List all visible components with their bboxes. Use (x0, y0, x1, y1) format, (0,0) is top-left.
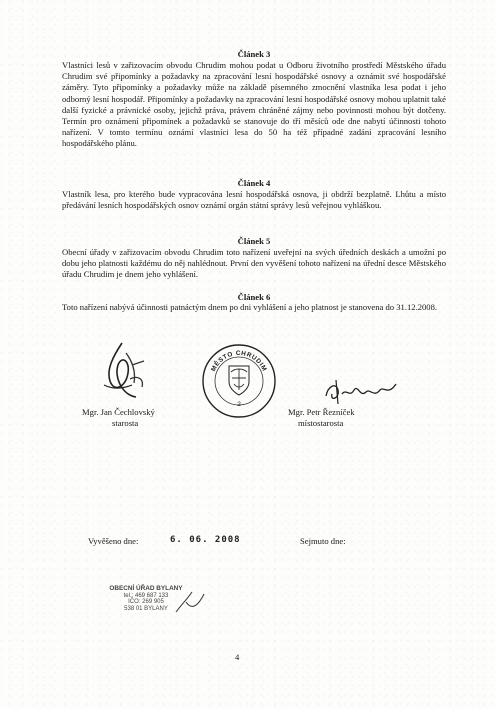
article-5-heading: Článek 5 (237, 236, 271, 246)
city-seal (200, 342, 278, 420)
office-stamp-name: OBECNÍ ÚŘAD BYLANY (109, 585, 183, 592)
posted-label: Vyvěšeno dne: (88, 536, 139, 546)
left-signatory-name: Mgr. Jan Čechlovský (82, 407, 155, 417)
right-handwritten-signature (322, 376, 402, 408)
page-number: 4 (235, 652, 240, 662)
office-stamp-signature (174, 588, 208, 618)
article-6-body: Toto nařízení nabývá účinnosti patnáctým dnem po dni vyhlášení a jeho platnost je stanovena do 31.12.2008. (62, 302, 438, 312)
office-stamp-ico: IČO: 269 905 (128, 599, 164, 606)
article-5-body: Obecní úřady v zařizovacím obvodu Chrudim toto nařízení uveřejní na svých úředních deskách a umožní po dobu jeho platnosti každému do něj nahlédnout. První den vyvěšení tohoto nařízení na úřední desce Městského úřadu Chrudim je dnem jeho vyhlášení. (62, 247, 446, 280)
right-signatory-name: Mgr. Petr Řezníček (288, 407, 355, 417)
posted-date-stamp: 6. 06. 2008 (170, 535, 241, 545)
article-4-heading: Článek 4 (237, 178, 271, 188)
city-seal-number: 2 (237, 401, 241, 408)
removed-label: Sejmuto dne: (300, 536, 346, 546)
article-6-heading: Článek 6 (237, 292, 271, 302)
office-stamp-phone: tel.: 469 687 133 (123, 592, 169, 599)
right-signatory-role: místostarosta (298, 418, 344, 428)
office-stamp-address: 538 01 BYLANY (124, 605, 168, 612)
article-4-body: Vlastník lesa, pro kterého bude vypracována lesní hospodářská osnova, ji obdrží bezplatně. Lhůtu a místo předávání lesních hospodářských osnov oznámí orgán státní správy lesů veřejnou vyhláškou. (62, 189, 446, 211)
left-signatory-role: starosta (112, 418, 139, 428)
article-3-body: Vlastníci lesů v zařizovacím obvodu Chrudim mohou podat u Odboru životního prostředí Městského úřadu Chrudim své připomínky a požadavky na zpracování lesní hospodářské osnovy a oznámit své hospodářské záměry. Tyto připomínky a požadavky může na základě písemného zmocnění vlastníka lesa podat i jeho odborný lesní hospodář. Připomínky a požadavky na zpracování lesní hospodářské osnovy mohou uplatnit také další fyzické a právnické osoby, jejichž práva, právem chráněné zájmy nebo povinnosti mohou být dotčeny. Termín pro oznámení připomínek a požadavků se stanovuje do tří měsíců ode dne nabytí účinnosti tohoto nařízení. V tomto termínu oznámí vlastníci lesa do 50 ha též případné zadání zpracování lesního hospodářského plánu. (62, 60, 446, 149)
city-seal-text: MĚSTO CHRUDIM (210, 349, 268, 373)
left-handwritten-signature (92, 335, 162, 405)
article-3-heading: Článek 3 (237, 49, 271, 59)
